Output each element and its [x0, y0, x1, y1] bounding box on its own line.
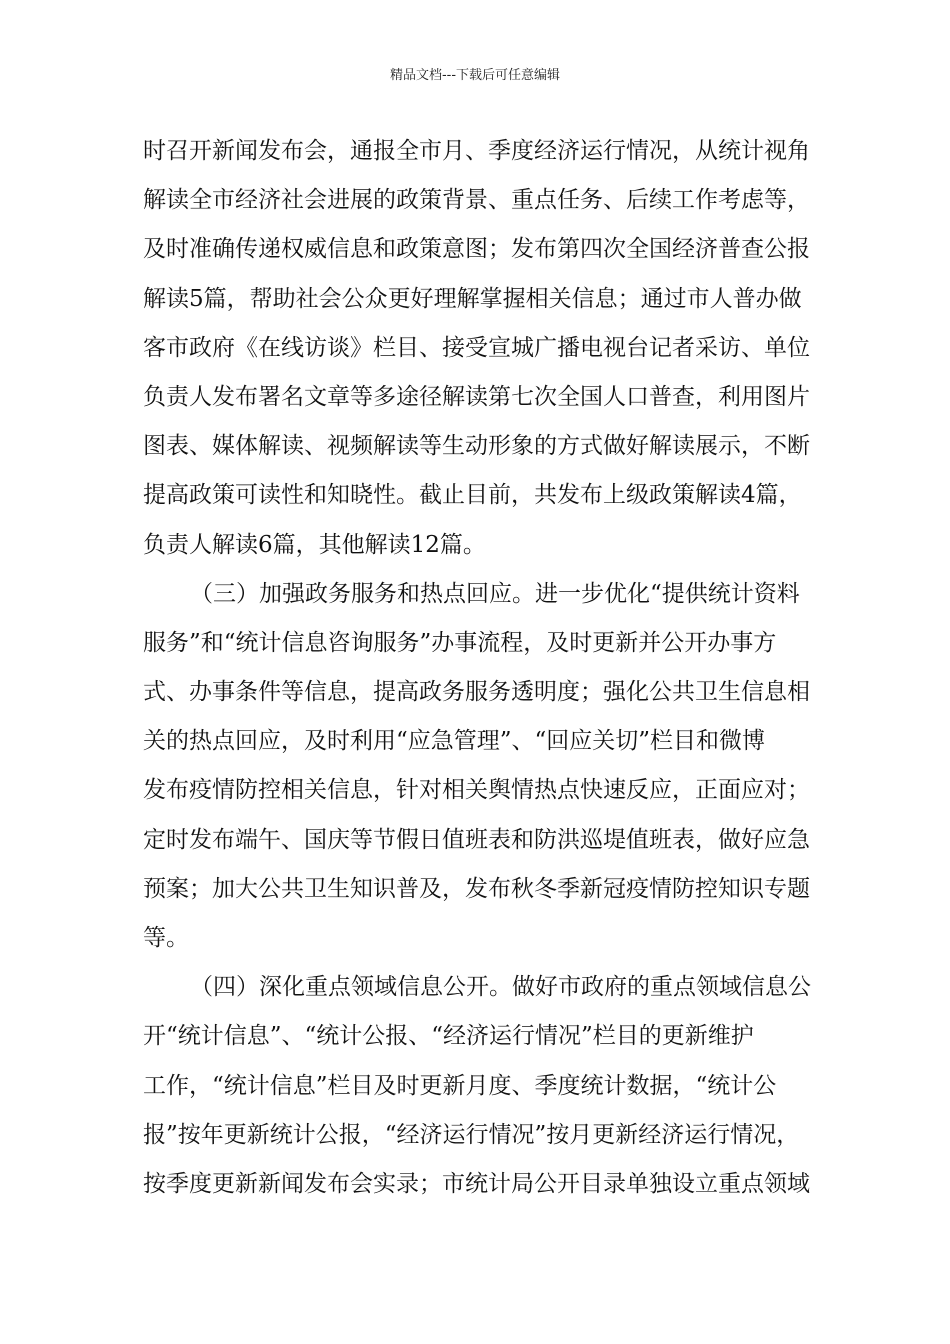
- text-line: 服务”和“统计信息咨询服务”办事流程，及时更新并公开办事方: [143, 629, 777, 656]
- text-line: 工作，“统计信息”栏目及时更新月度、季度统计数据，“统计公: [143, 1072, 777, 1099]
- text-line: （四）深化重点领域信息公开。做好市政府的重点领域信息公: [190, 974, 811, 1001]
- paragraph-3: [143, 968, 823, 1214]
- paragraph-2: [143, 575, 823, 969]
- text-line: 提高政策可读性和知晓性。截止目前，共发布上级政策解读4篇，: [143, 482, 802, 509]
- text-line: 客市政府《在线访谈》栏目、接受宣城广播电视台记者采访、单位: [143, 334, 810, 361]
- text-line: 定时发布端午、国庆等节假日值班表和防洪巡堤值班表，做好应急: [143, 826, 810, 853]
- text-line: 预案；加大公共卫生知识普及，发布秋冬季新冠疫情防控知识专题: [143, 875, 810, 902]
- text-line: 报”按年更新统计公报，“经济运行情况”按月更新经济运行情况，: [143, 1121, 800, 1148]
- page-header: 精品文档---下载后可任意编辑: [389, 68, 561, 83]
- text-line: 开“统计信息”、“统计公报、“经济运行情况”栏目的更新维护: [143, 1023, 754, 1050]
- text-line: 负责人解读6篇，其他解读12篇。: [143, 531, 486, 558]
- document-body: [143, 132, 823, 1214]
- paragraph-1: [143, 132, 823, 575]
- text-line: 式、办事条件等信息，提高政务服务透明度；强化公共卫生信息相: [143, 679, 810, 706]
- text-line: 发布疫情防控相关信息，针对相关舆情热点快速反应，正面应对；: [143, 777, 810, 804]
- text-line: 等。: [143, 925, 189, 951]
- text-line: 解读全市经济社会进展的政策背景、重点任务、后续工作考虑等，: [143, 187, 810, 214]
- text-line: （三）加强政务服务和热点回应。进一步优化“提供统计资料: [190, 580, 800, 607]
- text-line: 负责人发布署名文章等多途径解读第七次全国人口普查，利用图片: [143, 383, 810, 410]
- text-line: 关的热点回应，及时利用“应急管理”、“回应关切”栏目和微博: [143, 728, 766, 755]
- text-line: 及时准确传递权威信息和政策意图；发布第四次全国经济普查公报: [143, 236, 810, 263]
- text-line: 时召开新闻发布会，通报全市月、季度经济运行情况，从统计视角: [143, 138, 810, 164]
- text-line: 按季度更新新闻发布会实录；市统计局公开目录单独设立重点领域: [143, 1170, 810, 1197]
- text-line: 图表、媒体解读、视频解读等生动形象的方式做好解读展示，不断: [143, 433, 810, 460]
- text-line: 解读5篇，帮助社会公众更好理解掌握相关信息；通过市人普办做: [143, 285, 802, 312]
